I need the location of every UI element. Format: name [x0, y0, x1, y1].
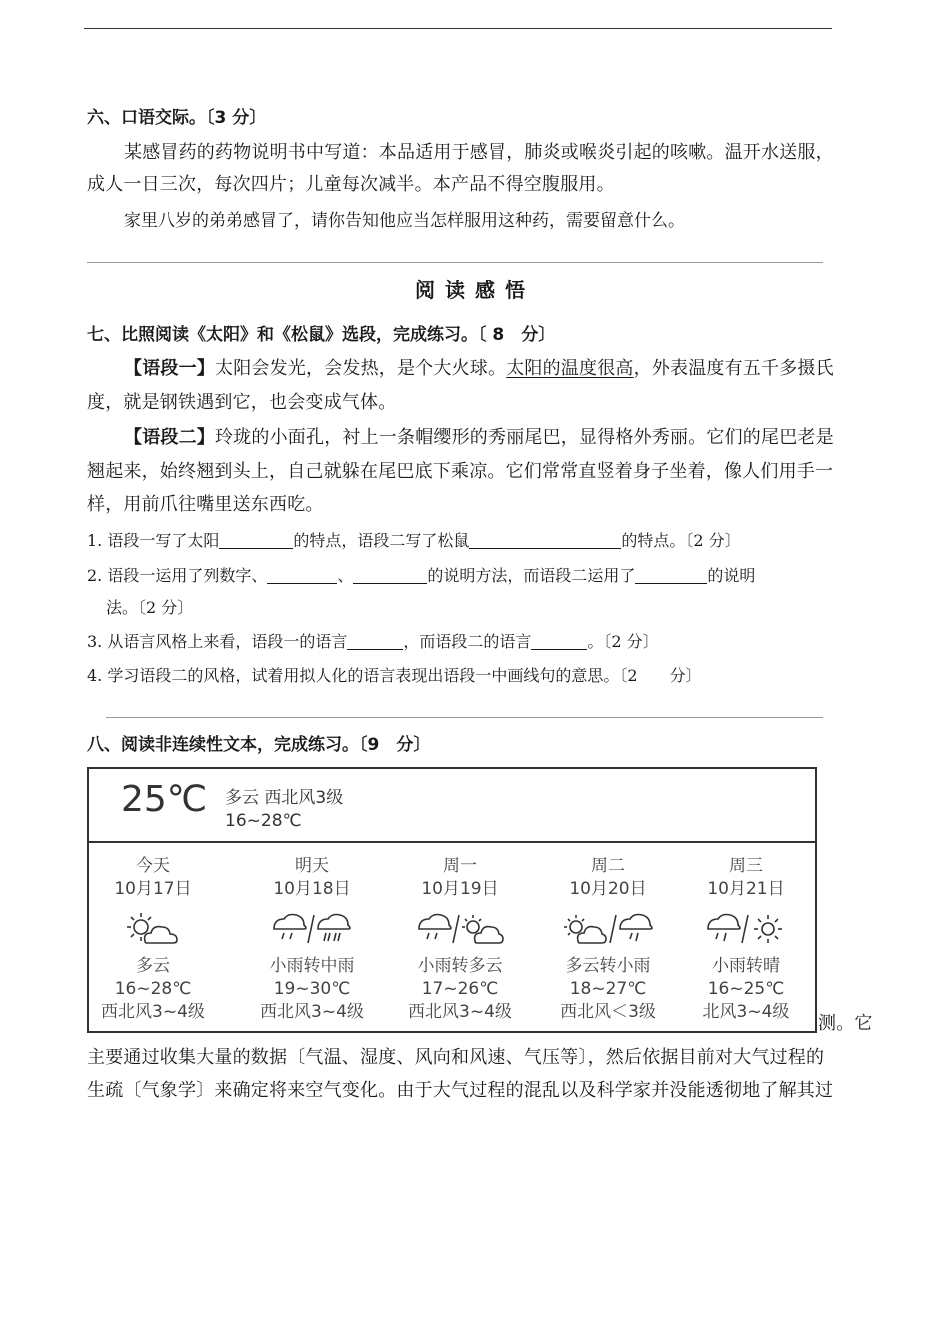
passage1-label: 【语段一】: [124, 358, 215, 379]
forecast-wind: 西北风＜3级: [560, 1002, 656, 1022]
section7-passage1-line1: [124, 358, 834, 380]
question-4: 4. 学习语段二的风格，试着用拟人化的语言表现出语段一中画线句的意思。〔2 分〕: [87, 666, 702, 685]
section6-para1-line1: 某感冒药的药物说明书中写道：本品适用于感冒，肺炎或喉炎引起的咳嗽。温开水送服，: [124, 142, 834, 163]
forecast-date: 10月21日: [707, 879, 785, 899]
partly-cloudy-icon: [83, 907, 223, 951]
section7-heading: 七、比照阅读《太阳》和《松鼠》选段，完成练习。〔 8 分〕: [87, 325, 556, 345]
section8-text-line2: 主要通过收集大量的数据〔气温、湿度、风向和风速、气压等〕，然后依据目前对大气过程的: [87, 1047, 825, 1068]
forecast-wind: 西北风3~4级: [101, 1002, 205, 1022]
answer-blank[interactable]: [219, 530, 293, 549]
reading-title: 阅读感悟: [415, 278, 535, 302]
answer-blank[interactable]: [347, 631, 403, 650]
forecast-temperature-range: 18~27℃: [569, 979, 647, 999]
answer-blank[interactable]: [353, 565, 427, 584]
forecast-condition: 小雨转中雨: [269, 956, 355, 976]
question-3: 3. 从语言风格上来看，语段一的语言 ，而语段二的语言 。〔2 分〕: [87, 632, 659, 651]
passage2-text: 玲珑的小面孔，衬上一条帽缨形的秀丽尾巴，显得格外秀丽。它们的尾巴老是: [215, 427, 834, 448]
forecast-weekday: 周三: [729, 856, 763, 876]
current-description: 多云 西北风3级: [225, 788, 344, 808]
answer-blank[interactable]: [531, 631, 587, 650]
forecast-day: [538, 855, 678, 1024]
question-2: 2. 语段一运用了列数字、 、 的说明方法，而语段二运用了 的说明: [87, 566, 756, 585]
section6-para1-line2: 成人一日三次，每次四片；儿童每次减半。本产品不得空腹服用。: [87, 174, 615, 195]
forecast-date: 10月17日: [114, 879, 192, 899]
question-2-continued: 法。〔2 分〕: [106, 598, 194, 617]
forecast-temperature-range: 17~26℃: [421, 979, 499, 999]
forecast-condition: 小雨转多云: [417, 956, 503, 976]
section8-text-line1-end: 测。它: [818, 1013, 873, 1034]
forecast-day: [676, 855, 816, 1024]
answer-blank[interactable]: [267, 565, 337, 584]
weather-widget: [87, 767, 817, 1033]
current-temperature: 25℃: [121, 779, 208, 820]
forecast-wind: 西北风3~4级: [408, 1002, 512, 1022]
forecast-day: [390, 855, 530, 1024]
forecast-date: 10月20日: [569, 879, 647, 899]
forecast-weekday: 周二: [591, 856, 625, 876]
section6-heading: 六、口语交际。〔3 分〕: [87, 108, 267, 128]
forecast-day: [83, 855, 223, 1024]
question-1: 1. 语段一写了太阳 的特点，语段二写了松鼠 的特点。〔2 分〕: [87, 531, 741, 550]
forecast-date: 10月18日: [273, 879, 351, 899]
forecast-weekday: 周一: [443, 856, 477, 876]
section6-divider: [87, 262, 823, 263]
forecast-wind: 北风3~4级: [702, 1002, 790, 1022]
section8-heading: 八、阅读非连续性文本，完成练习。〔9 分〕: [87, 735, 431, 755]
forecast-day: [242, 855, 382, 1024]
forecast-condition: 多云: [136, 956, 170, 976]
section7-passage2-line2: 翘起来，始终翘到头上，自己就躲在尾巴底下乘凉。它们常常直竖着身子坐着，像人们用手一: [87, 461, 834, 482]
section7-divider: [106, 717, 823, 718]
passage2-label: 【语段二】: [124, 427, 215, 448]
answer-blank[interactable]: [469, 530, 621, 549]
forecast-wind: 西北风3~4级: [260, 1002, 364, 1022]
answer-blank[interactable]: [635, 565, 707, 584]
passage1-underlined-sentence: 太阳的温度很高: [506, 358, 634, 379]
section7-passage2-line1: [124, 427, 834, 449]
top-divider: [84, 28, 832, 29]
section8-text-line3: 生疏〔气象学〕来确定将来空气变化。由于大气过程的混乱以及科学家并没能透彻地了解其过: [87, 1080, 834, 1101]
forecast-date: 10月19日: [421, 879, 499, 899]
current-range: 16~28℃: [225, 811, 302, 831]
cloudy-to-rain-icon: [538, 907, 678, 951]
forecast-temperature-range: 16~25℃: [707, 979, 785, 999]
forecast-condition: 多云转小雨: [565, 956, 651, 976]
rain-to-sunny-icon: [676, 907, 816, 951]
passage1-text-a: 太阳会发光，会发热，是个大火球。: [215, 358, 507, 379]
forecast-temperature-range: 16~28℃: [114, 979, 192, 999]
rain-to-cloudy-icon: [390, 907, 530, 951]
section6-para2: 家里八岁的弟弟感冒了，请你告知他应当怎样服用这种药，需要留意什么。: [124, 211, 685, 231]
weather-current-panel: [89, 769, 815, 843]
forecast-weekday: 今天: [136, 856, 170, 876]
passage1-text-b: ，外表温度有五千多摄氏: [633, 358, 834, 379]
section7-passage2-line3: 样，用前爪往嘴里送东西吃。: [87, 494, 324, 515]
section7-passage1-line2: 度，就是钢铁遇到它，也会变成气体。: [87, 392, 397, 413]
forecast-weekday: 明天: [295, 856, 329, 876]
forecast-temperature-range: 19~30℃: [273, 979, 351, 999]
rain-to-moderate-rain-icon: [242, 907, 382, 951]
forecast-condition: 小雨转晴: [712, 956, 780, 976]
